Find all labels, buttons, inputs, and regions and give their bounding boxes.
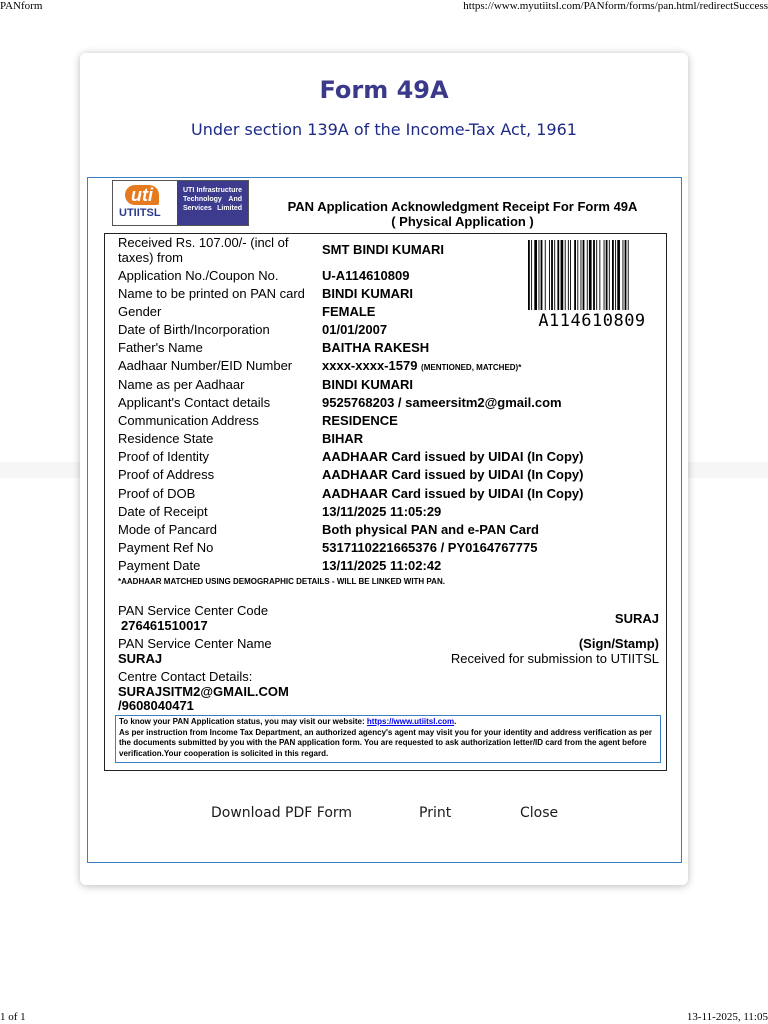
utiitsl-logo bbox=[112, 180, 249, 226]
logo-line: Limited bbox=[217, 205, 242, 212]
detail-value: 9525768203 / sameersitm2@gmail.com bbox=[322, 395, 562, 410]
detail-value: 5317110221665376 / PY0164767775 bbox=[322, 540, 538, 555]
center-code-label: PAN Service Center Code bbox=[118, 603, 269, 618]
sign-stamp-label: (Sign/Stamp) bbox=[578, 636, 659, 651]
aadhaar-linking-note: *AADHAAR MATCHED USING DEMOGRAPHIC DETAILS - WILL BE LINKED WITH PAN. bbox=[118, 577, 445, 586]
print-url: https://www.myutiitsl.com/PANform/forms/pan.html/redirectSuccess bbox=[463, 0, 768, 12]
center-contact-label: Centre Contact Details: bbox=[118, 669, 253, 684]
detail-value: BAITHA RAKESH bbox=[322, 340, 430, 355]
center-contact-phone: /9608040471 bbox=[118, 698, 194, 713]
logo-line: Technology bbox=[183, 196, 222, 203]
detail-value: Both physical PAN and e-PAN Card bbox=[322, 522, 539, 537]
receipt-title-line: PAN Application Acknowledgment Receipt For Form 49A bbox=[287, 199, 638, 214]
detail-value: FEMALE bbox=[322, 304, 376, 319]
detail-label: Communication Address bbox=[118, 413, 259, 428]
center-code-value: 276461510017 bbox=[121, 618, 208, 633]
center-name-label: PAN Service Center Name bbox=[118, 636, 272, 651]
detail-label: Payment Date bbox=[118, 558, 201, 573]
logo-line: Infrastructure bbox=[196, 187, 242, 194]
detail-label: Name as per Aadhaar bbox=[118, 377, 245, 392]
close-button[interactable]: Close bbox=[520, 805, 559, 821]
page-title: Form 49A bbox=[319, 76, 449, 104]
download-pdf-button[interactable]: Download PDF Form bbox=[211, 805, 353, 821]
detail-value: U-A114610809 bbox=[322, 268, 410, 283]
detail-label: Proof of DOB bbox=[118, 486, 196, 501]
logo-line: And bbox=[228, 196, 242, 203]
aadhaar-status: (MENTIONED, MATCHED)* bbox=[421, 363, 522, 372]
detail-label: Application No./Coupon No. bbox=[118, 268, 279, 283]
logo-uti-text: uti bbox=[125, 185, 159, 205]
detail-label: Father's Name bbox=[118, 340, 203, 355]
utiitsl-website-link[interactable]: https://www.utiitsl.com bbox=[366, 717, 455, 726]
info-text: To know your PAN Application status, you may visit our website: bbox=[119, 717, 367, 726]
detail-value: 01/01/2007 bbox=[322, 322, 388, 337]
center-name-value: SURAJ bbox=[118, 651, 163, 666]
received-value: SMT BINDI KUMARI bbox=[322, 242, 445, 257]
detail-label: Residence State bbox=[118, 431, 214, 446]
detail-value: RESIDENCE bbox=[322, 413, 398, 428]
detail-value: BINDI KUMARI bbox=[322, 286, 413, 301]
detail-label: Date of Receipt bbox=[118, 504, 208, 519]
signature-name: SURAJ bbox=[614, 611, 659, 626]
receipt-subtitle-line: ( Physical Application ) bbox=[391, 214, 534, 229]
print-datetime: 13-11-2025, 11:05 bbox=[686, 1011, 768, 1023]
aadhaar-number: xxxx-xxxx-1579 bbox=[322, 358, 418, 373]
detail-label: Proof of Address bbox=[118, 467, 215, 482]
receipt-title bbox=[265, 199, 660, 229]
center-contact-email: SURAJSITM2@GMAIL.COM bbox=[118, 684, 289, 699]
print-page-title: PANform bbox=[0, 0, 43, 12]
detail-label: Proof of Identity bbox=[118, 449, 210, 464]
print-page-count: 1 of 1 bbox=[0, 1011, 26, 1023]
logo-line: UTI bbox=[183, 187, 195, 194]
detail-label: Aadhaar Number/EID Number bbox=[118, 358, 293, 373]
received-label: Received Rs. 107.00/- (incl of taxes) from bbox=[118, 235, 289, 265]
logo-line: Services bbox=[183, 205, 212, 212]
detail-label: Gender bbox=[118, 304, 162, 319]
detail-value: 13/11/2025 11:02:42 bbox=[322, 558, 442, 573]
detail-value bbox=[322, 358, 521, 375]
verification-notice: As per instruction from Income Tax Department, an authorized agency's agent may visit you for your identity and address verification as per the documents submitted by you with the PAN application form. You are requested to ask authorization letter/ID card from the agent before verification.Your cooperation is solicited in this regard. bbox=[119, 727, 652, 758]
detail-label: Name to be printed on PAN card bbox=[118, 286, 305, 301]
page-subtitle: Under section 139A of the Income-Tax Act, 1961 bbox=[191, 120, 577, 139]
barcode-number: A114610809 bbox=[538, 311, 646, 331]
detail-value: BINDI KUMARI bbox=[322, 377, 413, 392]
detail-label: Payment Ref No bbox=[118, 540, 214, 555]
detail-value: AADHAAR Card issued by UIDAI (In Copy) bbox=[322, 486, 584, 501]
detail-value: AADHAAR Card issued by UIDAI (In Copy) bbox=[322, 467, 584, 482]
received-for-submission: Received for submission to UTIITSL bbox=[450, 651, 659, 666]
info-text-end: . bbox=[454, 717, 457, 726]
logo-mark bbox=[113, 181, 177, 225]
detail-value: 13/11/2025 11:05:29 bbox=[322, 504, 442, 519]
logo-utiitsl-text: UTIITSL bbox=[119, 207, 161, 219]
status-info-box bbox=[115, 715, 661, 763]
detail-value: AADHAAR Card issued by UIDAI (In Copy) bbox=[322, 449, 584, 464]
detail-label: Mode of Pancard bbox=[118, 522, 218, 537]
detail-label: Applicant's Contact details bbox=[118, 395, 271, 410]
detail-value: BIHAR bbox=[322, 431, 364, 446]
logo-company-name bbox=[177, 181, 248, 225]
print-button[interactable]: Print bbox=[419, 805, 452, 821]
detail-label: Date of Birth/Incorporation bbox=[118, 322, 270, 337]
